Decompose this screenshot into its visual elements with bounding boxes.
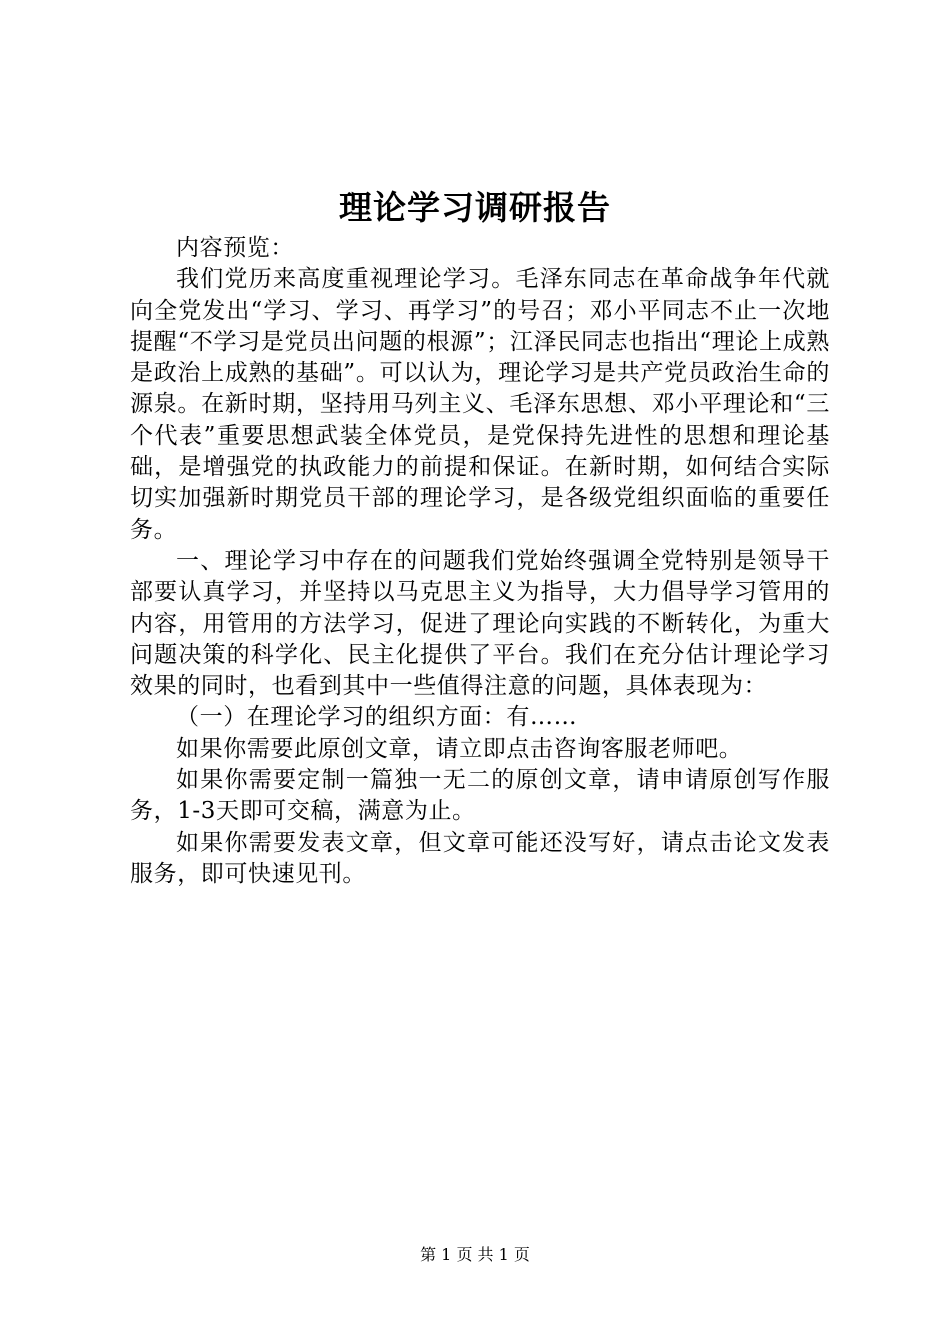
paragraph-publish-notice: 如果你需要发表文章，但文章可能还没写好，请点击论文发表服务，即可快速见刊。: [130, 829, 830, 887]
paragraph-intro: 我们党历来高度重视理论学习。毛泽东同志在革命战争年代就向全党发出“学习、学习、再学习”的号召；邓小平同志不止一次地提醒“不学习是党员出问题的根源”；江泽民同志也指出“理论上成熟是政治上成熟的基础”。可以认为，理论学习是共产党员政治生命的源泉。在新时期，坚持用马列主义、毛泽东思想、邓小平理论和“三个代表”重要思想武装全体党员，是党保持先进性的思想和理论基础，是增强党的执政能力的前提和保证。在新时期，如何结合实际切实加强新时期党员干部的理论学习，是各级党组织面临的重要任务。: [130, 266, 830, 543]
paragraph-custom-writing-notice: 如果你需要定制一篇独一无二的原创文章，请申请原创写作服务，1-3天即可交稿，满意为止。: [130, 767, 830, 825]
document-title: 理论学习调研报告: [339, 188, 611, 227]
preview-label: 内容预览：: [176, 235, 294, 261]
page-number-footer: 第 1 页 共 1 页: [420, 1245, 530, 1264]
paragraph-subsection-one: （一）在理论学习的组织方面：有……: [176, 704, 578, 731]
paragraph-section-one: 一、理论学习中存在的问题我们党始终强调全党特别是领导干部要认真学习，并坚持以马克思主义为指导，大力倡导学习管用的内容，用管用的方法学习，促进了理论向实践的不断转化，为重大问题决策的科学化、民主化提供了平台。我们在充分估计理论学习效果的同时，也看到其中一些值得注意的问题，具体表现为：: [130, 547, 830, 700]
document-body: [130, 233, 830, 890]
paragraph-consult-notice: 如果你需要此原创文章，请立即点击咨询客服老师吧。: [176, 735, 743, 762]
